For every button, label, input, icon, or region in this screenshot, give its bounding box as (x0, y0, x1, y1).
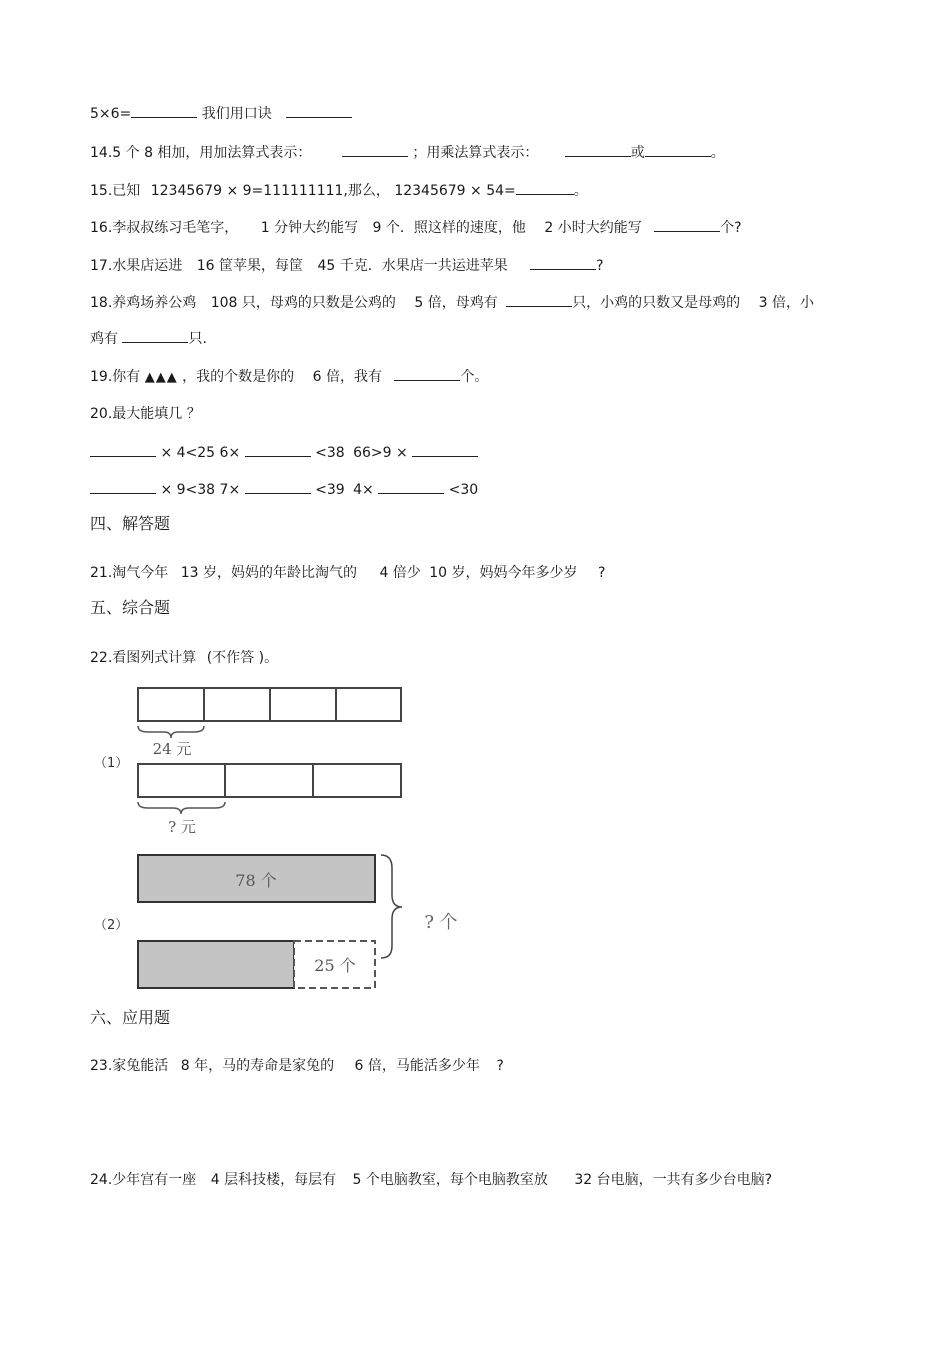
question-text: 养鸡场养公鸡 (112, 295, 197, 311)
question-text: ；用乘法算式表示： (412, 145, 539, 161)
question-text: 少年宫有一座 (112, 1172, 197, 1188)
question-text: ，我的个数是你的 (182, 369, 295, 385)
question-number: 16. (90, 220, 113, 236)
question-text: 3 倍，小 (758, 295, 814, 311)
question-text: 个? (720, 220, 742, 236)
strip-box (313, 764, 401, 797)
question-text: 6 倍，我有 (312, 369, 382, 385)
part-label-1: （1） (94, 756, 129, 771)
brace-right (381, 855, 402, 958)
question-text: 45 千克．水果店一共运进苹果 (317, 258, 508, 274)
strip-box (225, 764, 313, 797)
question-text: 已知 (112, 183, 141, 199)
question-text: 16 筐苹果，每筐 (196, 258, 303, 274)
strip-box (336, 688, 401, 721)
q13-expression: 5×6= (90, 106, 132, 122)
question-text: 6 倍，马能活多少年 (354, 1058, 480, 1074)
strip-box (138, 688, 204, 721)
inequality-text: <39 (315, 482, 345, 498)
question-text: × 54= (470, 183, 516, 199)
q13-text: 我们用口诀 (201, 106, 272, 122)
question-text: 9 个．照这样的速度，他 (372, 220, 526, 236)
question-text: 淘气今年 (112, 565, 169, 581)
question-text: 。 (573, 183, 588, 199)
question-23 (90, 1056, 504, 1076)
question-text: 水果店运进 (112, 258, 183, 274)
question-text: 你有 (112, 369, 141, 385)
question-text: 只，小鸡的只数又是母鸡的 (572, 295, 741, 311)
brace-bottom (138, 802, 225, 814)
question-number: 20. (90, 406, 113, 422)
question-text: 或 (630, 145, 645, 161)
question-text: × 9=111111111, (226, 183, 348, 199)
question-number: 24. (90, 1172, 113, 1188)
strip-box (204, 688, 270, 721)
question-text: 10 岁，妈妈今年多少岁 (429, 565, 578, 581)
question-text: 5 个 8 相加，用加法算式表示： (112, 145, 312, 161)
diagram-1-top-strip (138, 688, 401, 721)
question-text: 。 (710, 145, 725, 161)
question-text: 5 倍，母鸡有 (414, 295, 498, 311)
bar-shorter (138, 941, 294, 988)
question-text: 8 年，马的寿命是家兔的 (180, 1058, 335, 1074)
triangle-icons: ▲▲▲ (144, 370, 178, 385)
question-number: 19. (90, 369, 113, 385)
section-heading-6: 六、应用题 (90, 1008, 171, 1027)
label-total-unknown: ? 个 (424, 912, 458, 933)
question-text: 12345679 (150, 183, 222, 199)
strip-box (138, 764, 225, 797)
brace-top (138, 726, 204, 738)
question-text: ? (496, 1058, 504, 1074)
question-text: 看图列式计算 (112, 650, 197, 666)
question-text: 2 小时大约能写 (544, 220, 642, 236)
question-text: 家兔能活 (112, 1058, 169, 1074)
question-text: 12345679 (394, 183, 466, 199)
question-text: 鸡有 (90, 331, 118, 347)
question-text: (不作答 )。 (206, 650, 279, 666)
question-text: 个。 (460, 369, 489, 385)
question-text: ? (597, 565, 606, 581)
label-24-yuan: 24 元 (152, 740, 192, 758)
question-number: 17. (90, 258, 113, 274)
question-text: 最大能填几 ？ (112, 406, 201, 422)
inequality-text: <30 (448, 482, 479, 498)
section-heading-4: 四、解答题 (90, 514, 171, 533)
part-label-2: （2） (94, 918, 129, 933)
question-number: 14. (90, 145, 113, 161)
question-number: 22. (90, 650, 113, 666)
question-number: 18. (90, 295, 113, 311)
diagram-1-bottom-strip (138, 764, 401, 797)
question-text: 5 个电脑教室，每个电脑教室放 (352, 1172, 548, 1188)
inequality-text: × 4<25 6× (160, 445, 241, 461)
question-text: 4 倍少 (379, 565, 421, 581)
label-unknown-yuan: ? 元 (168, 818, 196, 836)
question-text: 那么， (347, 183, 390, 199)
question-text: 32 台电脑，一共有多少台电脑? (574, 1172, 773, 1188)
question-text: 李叔叔练习毛笔字， (112, 220, 239, 236)
strip-box (270, 688, 336, 721)
inequality-text: 66>9 × (353, 445, 408, 461)
inequality-text: 4× (353, 482, 374, 498)
question-text: ? (596, 258, 604, 274)
section-heading-5: 五、综合题 (90, 598, 171, 617)
question-number: 23. (90, 1058, 113, 1074)
question-number: 15. (90, 183, 113, 199)
inequality-text: × 9<38 7× (160, 482, 241, 498)
inequality-text: <38 (315, 445, 345, 461)
question-text: 只. (188, 331, 207, 347)
question-text: 108 只，母鸡的只数是公鸡的 (210, 295, 396, 311)
question-text: 13 岁，妈妈的年龄比淘气的 (180, 565, 357, 581)
label-78: 78 个 (235, 871, 277, 890)
question-24 (90, 1170, 772, 1190)
question-number: 21. (90, 565, 113, 581)
question-text: 4 层科技楼，每层有 (210, 1172, 337, 1188)
question-text: 1 分钟大约能写 (260, 220, 359, 236)
label-25: 25 个 (314, 956, 356, 975)
